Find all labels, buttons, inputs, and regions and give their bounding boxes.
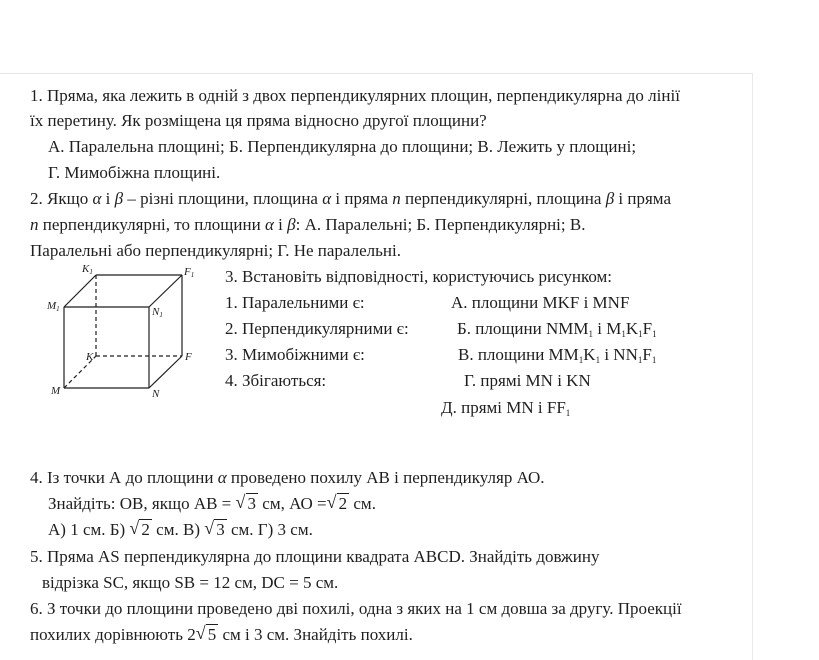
beta-symbol: β [114, 189, 124, 208]
sqrt-5: √ 5 [195, 623, 217, 644]
beta-symbol: β [287, 215, 296, 234]
beta-symbol: β [605, 189, 615, 208]
q4-line2: Знайдіть: ОВ, якщо АВ = √ 3 см, АО = √ 2 см. [48, 492, 376, 513]
alpha-symbol: α [264, 215, 274, 234]
q3-item-1: 1. Паралельними є: [225, 293, 365, 312]
q3-answer-b: Б. площини $NMM_1$ і $M_1K_1F_1$ [457, 319, 657, 339]
task-sheet [0, 73, 753, 660]
q2-text3: перпендикулярні, площина [405, 189, 602, 208]
q5-line2: відрізка SC, якщо SB = 12 см, DC = 5 см. [42, 573, 339, 592]
alpha-symbol: α [322, 189, 332, 208]
edge-n1f1 [149, 275, 182, 307]
q2-line1 [30, 189, 671, 209]
q3-item-2: 2. Перпендикулярними є: [225, 319, 409, 338]
q2-text2: і пряма [335, 189, 388, 208]
q2-text5: перпендикулярні, то площини [42, 215, 261, 234]
q3-answer-v: В. площини $MM_1K_1$ і $NN_1F_1$ [458, 345, 657, 365]
q1-option-g: Г. Мимобіжна площині. [48, 163, 221, 182]
q2-and: і [105, 189, 111, 208]
q2-text6: : А. Паралельні; Б. Перпендикулярні; В. [295, 215, 586, 234]
q3-answer-g: Г. прямі MN і KN [464, 371, 591, 390]
q1-line1: 1. Пряма, яка лежить в одній з двох перпендикулярних площин, перпендикулярна до лінії [30, 86, 680, 105]
sqrt-2: √ 2 [326, 492, 348, 513]
n-symbol: n [392, 189, 401, 208]
q5-line1: 5. Пряма AS перпендикулярна до площини квадрата ABCD. Знайдіть довжину [30, 547, 600, 566]
label-m1: M1 [47, 300, 60, 313]
label-f: F [185, 351, 192, 363]
n-symbol: n [30, 215, 39, 234]
label-n: N [152, 388, 160, 400]
q2-and: і [278, 215, 283, 234]
q2-text1: – різні площини, площина [127, 189, 318, 208]
label-f1: F1 [184, 266, 195, 279]
q3-item-3: 3. Мимобіжними є: [225, 345, 365, 364]
top-blank-area [0, 0, 819, 73]
q3-title: 3. Встановіть відповідності, користуючись рисунком: [225, 267, 613, 286]
edge-m1k1 [64, 275, 96, 307]
cube-figure [44, 263, 204, 403]
label-k: K [86, 351, 94, 363]
q1-option-b: Б. Перпендикулярна до площини; [229, 137, 474, 156]
q2-line2 [30, 215, 585, 235]
q2-number: 2. Якщо [30, 189, 89, 208]
q1-option-v: В. Лежить у площині; [477, 137, 637, 156]
q4-line1: 4. Із точки А до площини α проведено похилу АВ і перпендикуляр АО. [30, 468, 545, 487]
q2-text4: і пряма [618, 189, 671, 208]
sqrt-3: √ 3 [204, 518, 225, 539]
q4-answers: А) 1 см. Б) √ 2 см. В) √ 3 см. Г) 3 см. [48, 518, 313, 539]
label-m: M [51, 385, 61, 397]
q6-line1: 6. З точки до площини проведено дві похилі, одна з яких на 1 см довша за другу. Проекції [30, 599, 682, 618]
sqrt-2: √ 2 [129, 518, 150, 539]
q1-option-a: А. Паралельна площині; [48, 137, 225, 156]
edge-nf [149, 356, 182, 388]
alpha-symbol: α [92, 189, 102, 208]
q1-line2: їх перетину. Як розміщена ця пряма відносно другої площини? [30, 111, 487, 130]
label-n1: N1 [152, 306, 163, 319]
q1-options [48, 137, 636, 157]
q3-item-4: 4. Збігаються: [225, 371, 327, 390]
sqrt-3: √ 3 [235, 492, 257, 513]
q6-line2: похилих дорівнюють 2 √ 5 см і 3 см. Знайдіть похилі. [30, 623, 413, 644]
q3-answer-d: Д. прямі MN і $FF_1$ [441, 398, 571, 418]
q2-line3: Паралельні або перпендикулярні; Г. Не паралельні. [30, 241, 401, 260]
alpha-symbol: α [217, 468, 227, 487]
label-k1: K1 [82, 263, 93, 276]
q3-answer-a: А. площини MKF і MNF [451, 293, 630, 312]
